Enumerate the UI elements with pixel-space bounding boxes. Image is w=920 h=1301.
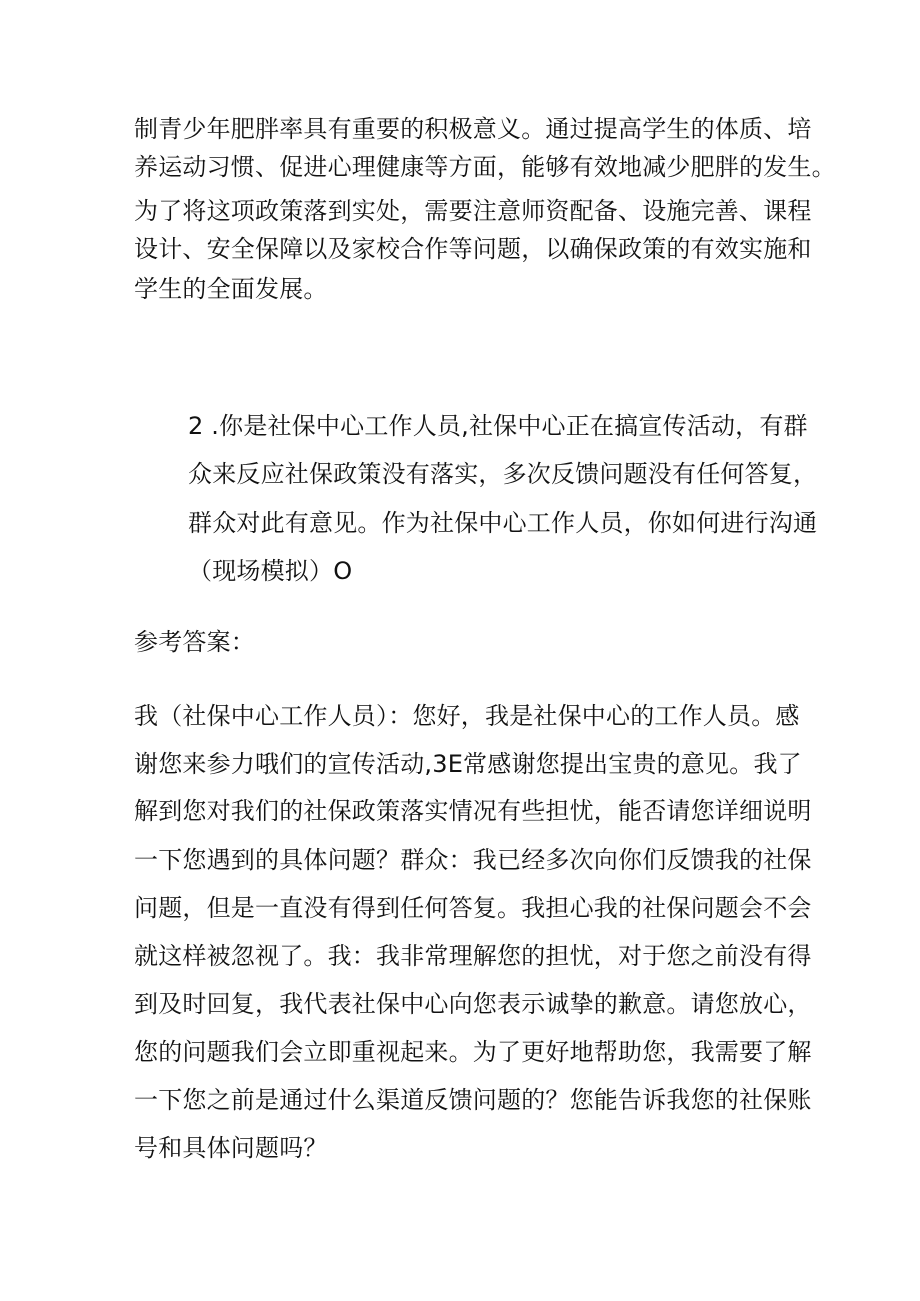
answer-line: 我（社保中心工作人员）：您好，我是社保中心的工作人员。感 [134, 702, 800, 730]
question-line: 群众对此有意见。作为社保中心工作人员，你如何进行沟通 [188, 509, 818, 537]
answer-line: 号和具体问题吗？ [134, 1134, 328, 1162]
answer-line: 问题，但是一直没有得到任何答复。我担心我的社保问题会不会 [134, 894, 812, 922]
intro-line: 设计、安全保障以及家校合作等问题，以确保政策的有效实施和 [134, 235, 812, 263]
intro-line: 养运动习惯、促进心理健康等方面，能够有效地减少肥胖的发生。 [134, 153, 836, 181]
question-line: （现场模拟）O [188, 557, 353, 585]
answer-heading: 参考答案： [134, 628, 255, 656]
answer-line: 谢您来参力哦们的宣传活动,3E常感谢您提出宝贵的意见。我了 [134, 750, 802, 778]
intro-line: 学生的全面发展。 [134, 275, 328, 303]
answer-line: 到及时回复，我代表社保中心向您表示诚挚的歉意。请您放心， [134, 990, 812, 1018]
question-line: 众来反应社保政策没有落实，多次反馈问题没有任何答复， [188, 460, 818, 488]
answer-line: 一下您之前是通过什么渠道反馈问题的？您能告诉我您的社保账 [134, 1086, 812, 1114]
intro-line: 制青少年肥胖率具有重要的积极意义。通过提高学生的体质、培 [134, 115, 812, 143]
answer-line: 就这样被忽视了。我：我非常理解您的担忧，对于您之前没有得 [134, 942, 812, 970]
question-line: 2 .你是社保中心工作人员,社保中心正在搞宣传活动，有群 [188, 412, 808, 440]
answer-line: 您的问题我们会立即重视起来。为了更好地帮助您，我需要了解 [134, 1038, 812, 1066]
answer-line: 解到您对我们的社保政策落实情况有些担忧，能否请您详细说明 [134, 797, 812, 825]
answer-line: 一下您遇到的具体问题？群众：我已经多次向你们反馈我的社保 [134, 846, 812, 874]
intro-line: 为了将这项政策落到实处，需要注意师资配备、设施完善、课程 [134, 197, 812, 225]
